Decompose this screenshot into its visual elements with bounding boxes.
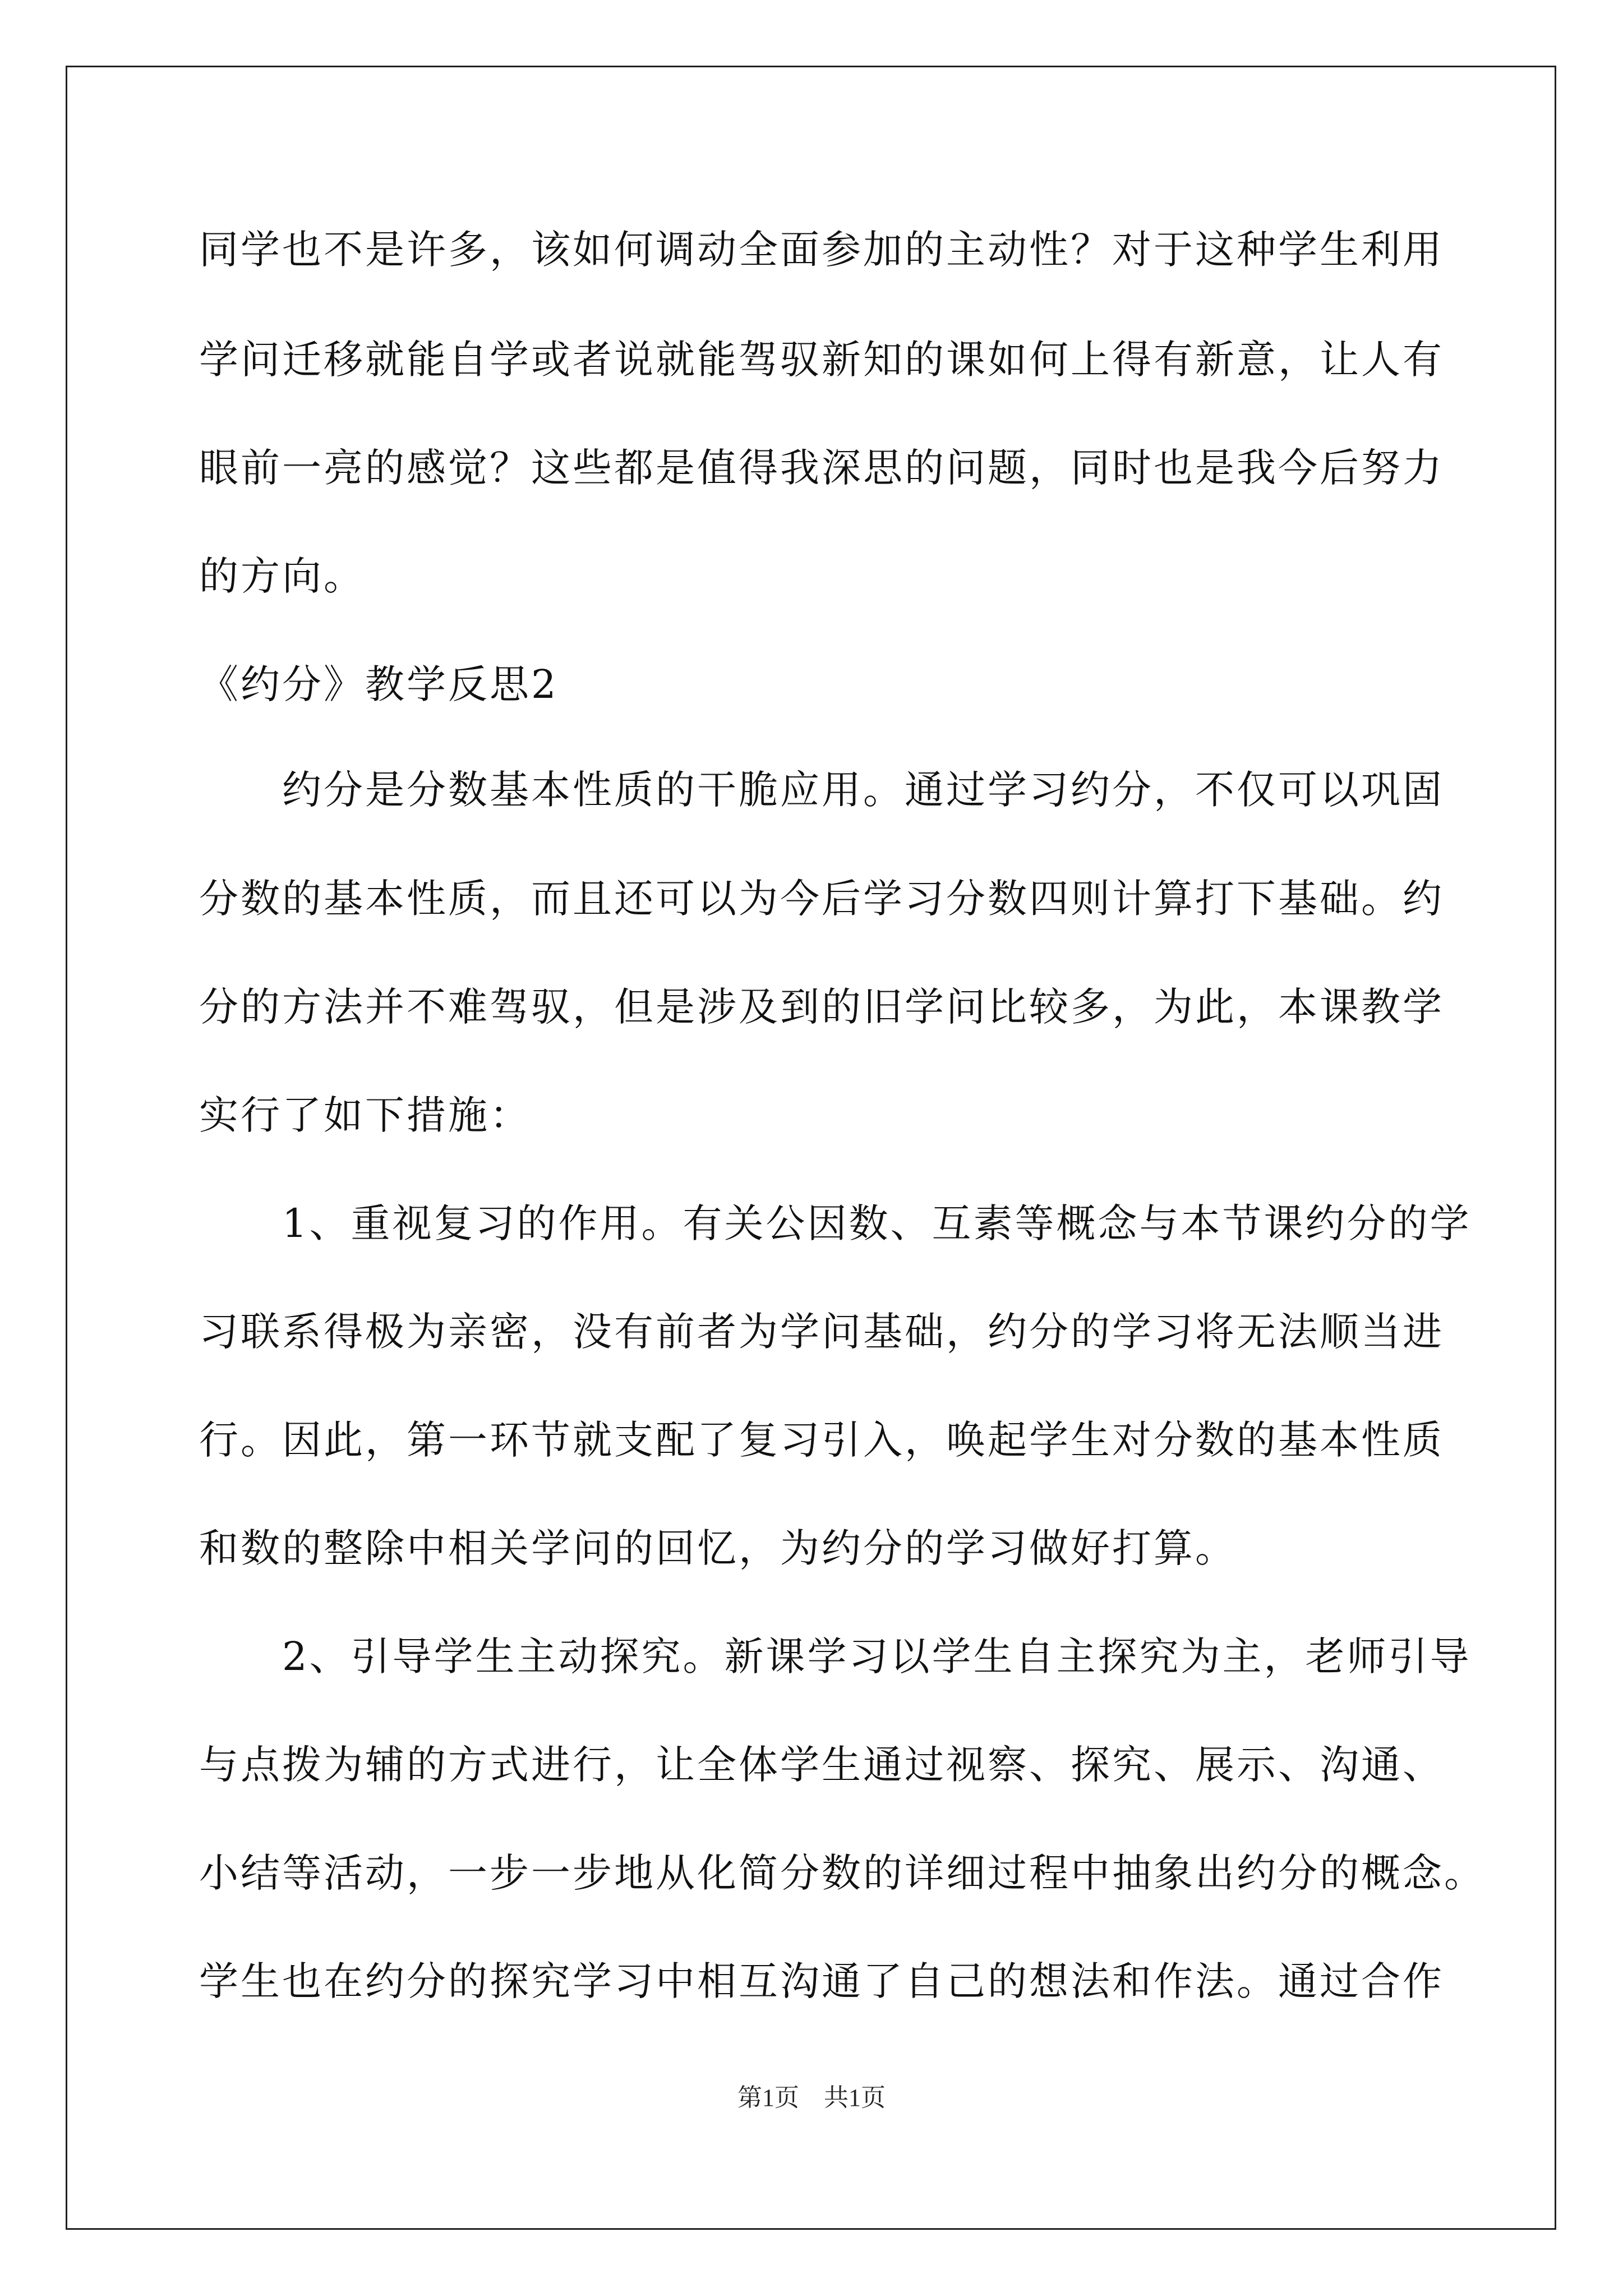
text-line: 2、引导学生主动探究。新课学习以学生自主探究为主，老师引导 [199,1634,1472,1680]
page-footer: 第1页 共1页 [737,2084,886,2111]
text-line: 行。因此，第一环节就支配了复习引入，唤起学生对分数的基本性质 [199,1417,1444,1463]
page-border [66,66,1556,2230]
text-line: 1、重视复习的作用。有关公因数、互素等概念与本节课约分的学 [199,1200,1472,1246]
text-line: 学问迁移就能自学或者说就能驾驭新知的课如何上得有新意，让人有 [199,337,1444,383]
text-line: 小结等活动，一步一步地从化简分数的详细过程中抽象出约分的概念。 [199,1850,1486,1896]
text-line: 分的方法并不难驾驭，但是涉及到的旧学问比较多，为此，本课教学 [199,984,1444,1030]
text-line: 和数的整除中相关学问的回忆，为约分的学习做好打算。 [199,1525,1237,1571]
section-heading: 《约分》教学反思2 [199,661,559,707]
text-line: 与点拨为辅的方式进行，让全体学生通过视察、探究、展示、沟通、 [199,1742,1444,1788]
text-line: 同学也不是许多，该如何调动全面参加的主动性？对于这种学生利用 [199,227,1444,273]
text-line: 习联系得极为亲密，没有前者为学问基础，约分的学习将无法顺当进 [199,1309,1444,1355]
text-line: 眼前一亮的感觉？这些都是值得我深思的问题，同时也是我今后努力 [199,445,1444,491]
text-line: 实行了如下措施： [199,1092,531,1138]
text-line: 的方向。 [199,553,365,599]
text-line: 分数的基本性质，而且还可以为今后学习分数四则计算打下基础。约 [199,876,1444,922]
text-line: 学生也在约分的探究学习中相互沟通了自己的想法和作法。通过合作 [199,1958,1444,2004]
text-line: 约分是分数基本性质的干脆应用。通过学习约分，不仅可以巩固 [199,767,1444,813]
